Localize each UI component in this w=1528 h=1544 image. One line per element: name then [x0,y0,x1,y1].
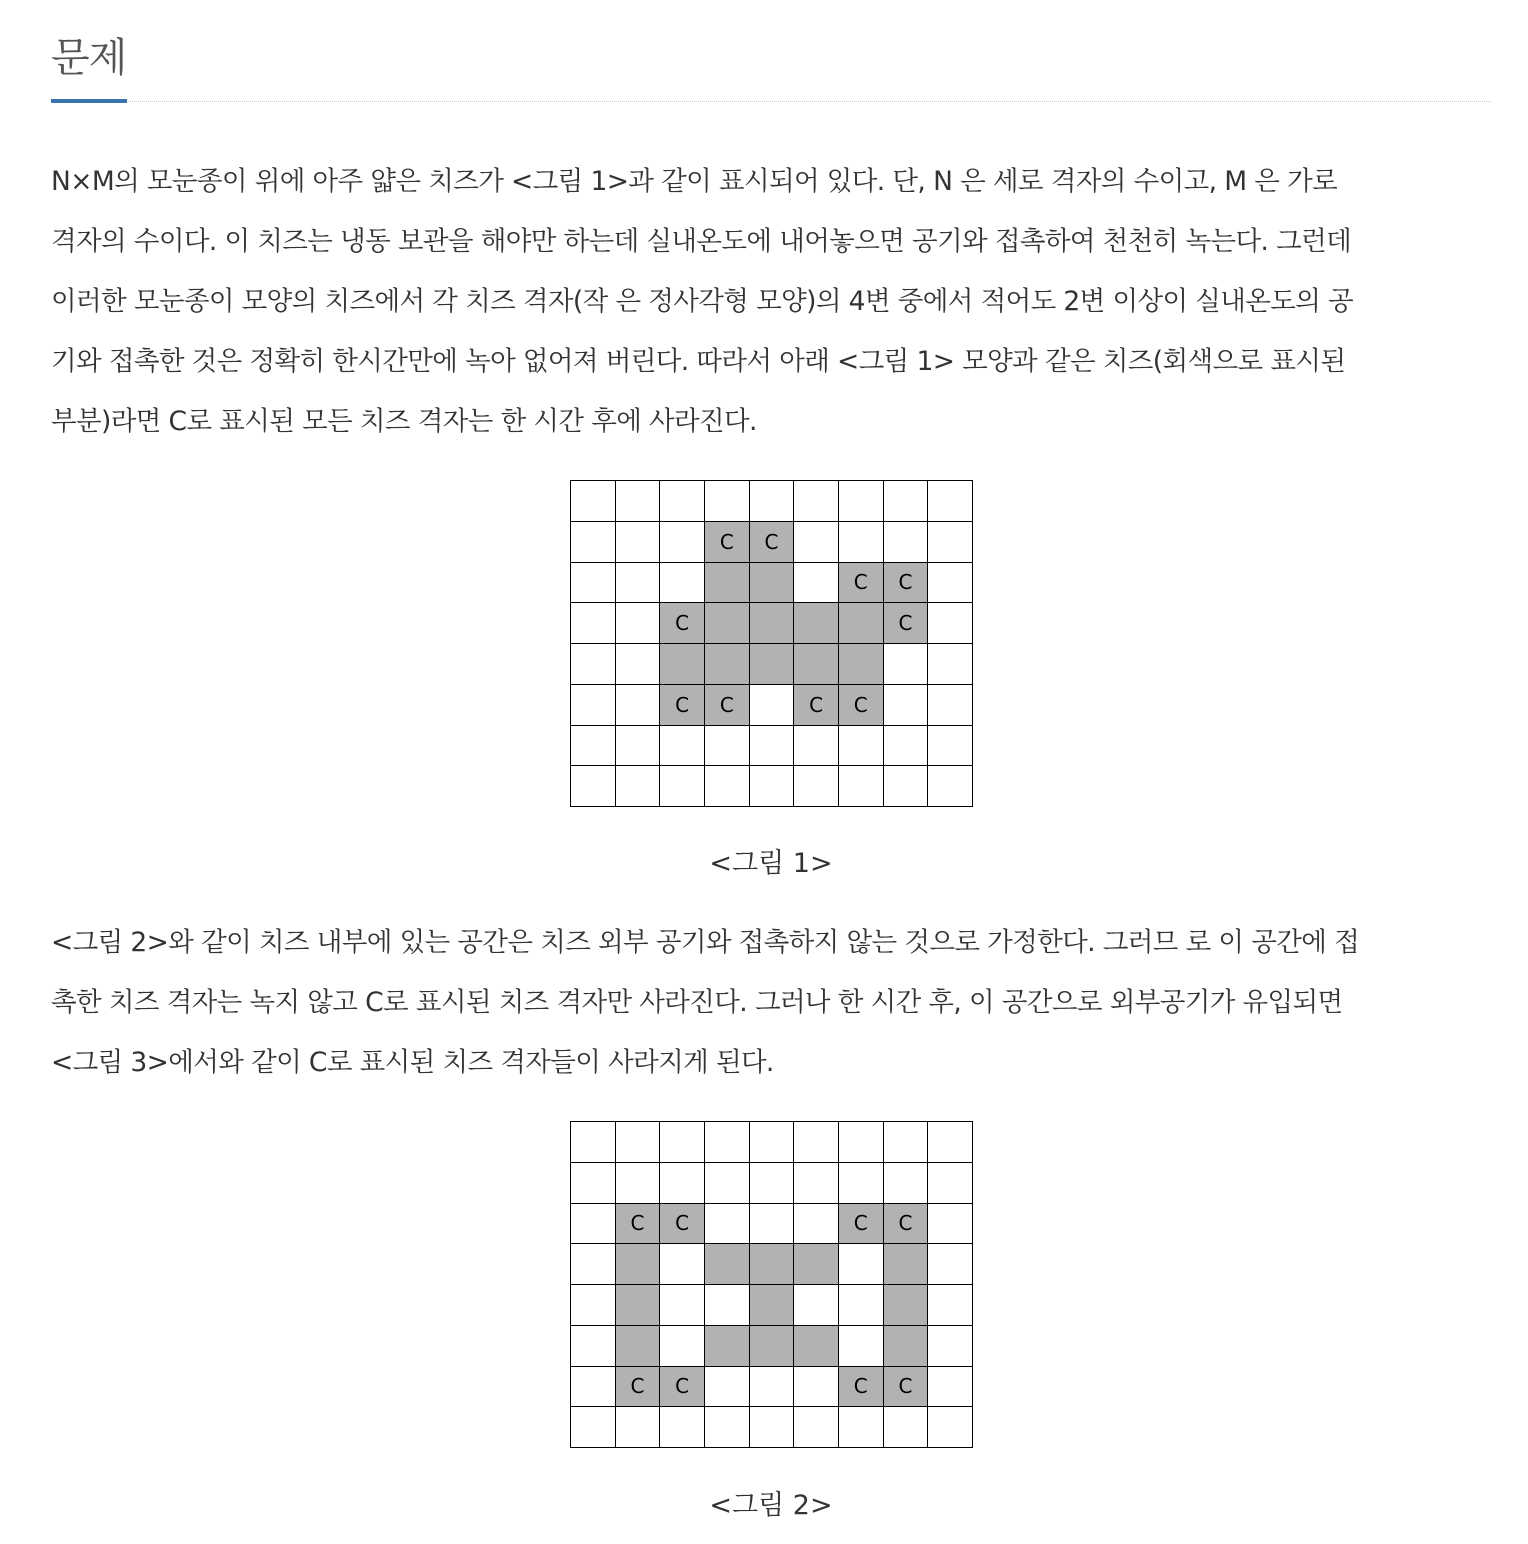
grid-cell [839,726,884,767]
grid-cell [705,1407,750,1448]
paragraph-line: 격자의 수이다. 이 치즈는 냉동 보관을 해야만 하는데 실내온도에 내어놓으면 공기와 접촉하여 천천히 녹는다. 그런데 [51,226,1352,257]
grid-cell [794,522,839,563]
grid-cell [884,1163,929,1204]
grid-cell [839,766,884,807]
cheese-cell [705,563,750,604]
grid-cell [660,1244,705,1285]
grid-cell [660,563,705,604]
grid-cell [705,1204,750,1245]
cheese-cell [660,644,705,685]
grid-cell [571,726,616,767]
grid-cell [794,563,839,604]
grid-cell [928,481,973,522]
grid-cell [616,685,661,726]
grid-cell [571,563,616,604]
grid-cell [750,1204,795,1245]
figure-1-caption: <그림 1> [709,848,833,879]
grid-cell [571,1367,616,1408]
grid-cell [928,1204,973,1245]
grid-cell [705,481,750,522]
grid-cell [928,685,973,726]
grid-cell [794,1163,839,1204]
cheese-cell-melting: C [705,685,750,726]
cheese-cell-melting: C [660,685,705,726]
cheese-cell [884,1326,929,1367]
grid-cell [884,766,929,807]
grid-cell [794,1285,839,1326]
cheese-cell [750,603,795,644]
grid-cell [750,1367,795,1408]
grid-cell [928,1244,973,1285]
title-underline-accent [51,99,127,103]
cheese-cell-melting: C [660,1204,705,1245]
grid-cell [839,1244,884,1285]
cheese-cell [705,1326,750,1367]
grid-cell [794,726,839,767]
grid-cell [660,522,705,563]
cheese-cell-melting: C [705,522,750,563]
grid-cell [660,766,705,807]
cheese-cell [750,644,795,685]
cheese-cell [750,1326,795,1367]
cheese-cell-melting: C [750,522,795,563]
cheese-cell [794,1326,839,1367]
cheese-cell [705,603,750,644]
grid-cell [884,481,929,522]
grid-cell [616,644,661,685]
grid-cell [928,1122,973,1163]
grid-cell [839,1285,884,1326]
grid-cell [571,1326,616,1367]
grid-cell [660,1163,705,1204]
grid-cell [839,1407,884,1448]
grid-cell [616,563,661,604]
grid-cell [928,563,973,604]
grid-cell [928,603,973,644]
cheese-cell-melting: C [839,1367,884,1408]
grid-cell [928,522,973,563]
grid-cell [571,1244,616,1285]
grid-cell [839,1163,884,1204]
grid-cell [571,522,616,563]
grid-cell [928,644,973,685]
grid-cell [616,522,661,563]
grid-cell [616,726,661,767]
cheese-cell [794,1244,839,1285]
grid-cell [571,1122,616,1163]
grid-cell [660,1326,705,1367]
cheese-cell-melting: C [884,1367,929,1408]
grid-cell [750,481,795,522]
grid-cell [884,1407,929,1448]
grid-cell [705,766,750,807]
cheese-cell [794,644,839,685]
grid-cell [660,1285,705,1326]
grid-cell [750,1163,795,1204]
cheese-cell-melting: C [839,1204,884,1245]
grid-cell [928,1326,973,1367]
paragraph-line: 촉한 치즈 격자는 녹지 않고 C로 표시된 치즈 격자만 사라진다. 그러나 한 시간 후, 이 공간으로 외부공기가 유입되면 [51,987,1343,1018]
figure-2 [570,1121,972,1448]
grid-cell [660,1122,705,1163]
cheese-cell-melting: C [616,1367,661,1408]
grid-cell [616,1163,661,1204]
grid-cell [928,726,973,767]
grid-cell [928,1285,973,1326]
cheese-cell [616,1285,661,1326]
grid-cell [660,1407,705,1448]
grid-cell [884,644,929,685]
paragraph-line: 이러한 모눈종이 모양의 치즈에서 각 치즈 격자(작 은 정사각형 모양)의 4변 중에서 적어도 2변 이상이 실내온도의 공 [51,286,1354,317]
cheese-cell [616,1244,661,1285]
grid-cell [571,1407,616,1448]
cheese-cell-melting: C [839,563,884,604]
problem-description-paragraph-1 [51,152,1491,452]
grid-cell [571,1204,616,1245]
grid-cell [839,481,884,522]
grid-cell [928,1163,973,1204]
grid-cell [839,522,884,563]
cheese-cell-melting: C [660,1367,705,1408]
cheese-cell [750,1244,795,1285]
grid-cell [571,685,616,726]
grid-cell [571,481,616,522]
grid-cell [750,726,795,767]
grid-cell [750,685,795,726]
cheese-cell [705,1244,750,1285]
section-title: 문제 [51,35,127,81]
grid-cell [884,1122,929,1163]
grid-cell [750,766,795,807]
figure-1 [570,480,972,807]
grid-cell [884,726,929,767]
grid-cell [794,1122,839,1163]
cheese-cell-melting: C [616,1204,661,1245]
cheese-cell [794,603,839,644]
grid-cell [794,766,839,807]
grid-cell [928,766,973,807]
paragraph-line: N×M의 모눈종이 위에 아주 얇은 치즈가 <그림 1>과 같이 표시되어 있다. 단, N 은 세로 격자의 수이고, M 은 가로 [51,166,1338,197]
grid-cell [616,766,661,807]
grid-cell [705,1285,750,1326]
grid-cell [794,1204,839,1245]
grid-cell [571,766,616,807]
cheese-cell [839,603,884,644]
paragraph-line: 기와 접촉한 것은 정확히 한시간만에 녹아 없어져 버린다. 따라서 아래 <그림 1> 모양과 같은 치즈(회색으로 표시된 [51,346,1346,377]
grid-cell [705,1122,750,1163]
cheese-cell-melting: C [884,1204,929,1245]
paragraph-line: <그림 3>에서와 같이 C로 표시된 치즈 격자들이 사라지게 된다. [51,1047,774,1078]
section-header [51,28,1491,104]
grid-cell [660,726,705,767]
grid-cell [660,481,705,522]
grid-cell [616,1122,661,1163]
grid-cell [571,1163,616,1204]
figure-2-caption: <그림 2> [709,1490,833,1521]
grid-cell [571,644,616,685]
paragraph-line: 부분)라면 C로 표시된 모든 치즈 격자는 한 시간 후에 사라진다. [51,406,757,437]
cheese-cell [839,644,884,685]
grid-cell [839,1122,884,1163]
grid-cell [928,1367,973,1408]
cheese-grid-figure-1 [570,480,973,807]
cheese-cell [705,644,750,685]
grid-cell [571,603,616,644]
cheese-cell [616,1326,661,1367]
cheese-cell [884,1285,929,1326]
cheese-cell-melting: C [660,603,705,644]
grid-cell [884,522,929,563]
grid-cell [616,1407,661,1448]
grid-cell [571,1285,616,1326]
cheese-cell-melting: C [884,603,929,644]
paragraph-line: <그림 2>와 같이 치즈 내부에 있는 공간은 치즈 외부 공기와 접촉하지 않는 것으로 가정한다. 그러므 로 이 공간에 접 [51,927,1360,958]
grid-cell [839,1326,884,1367]
cheese-cell [750,563,795,604]
grid-cell [928,1407,973,1448]
cheese-cell-melting: C [839,685,884,726]
cheese-cell-melting: C [884,563,929,604]
grid-cell [794,1407,839,1448]
grid-cell [616,481,661,522]
grid-cell [750,1407,795,1448]
cheese-cell [884,1244,929,1285]
cheese-cell-melting: C [794,685,839,726]
grid-cell [794,481,839,522]
grid-cell [616,603,661,644]
cheese-grid-figure-2 [570,1121,973,1448]
grid-cell [705,1163,750,1204]
problem-description-paragraph-2 [51,913,1491,1093]
grid-cell [794,1367,839,1408]
cheese-cell [750,1285,795,1326]
grid-cell [705,1367,750,1408]
title-divider [51,101,1491,102]
grid-cell [750,1122,795,1163]
grid-cell [705,726,750,767]
grid-cell [884,685,929,726]
